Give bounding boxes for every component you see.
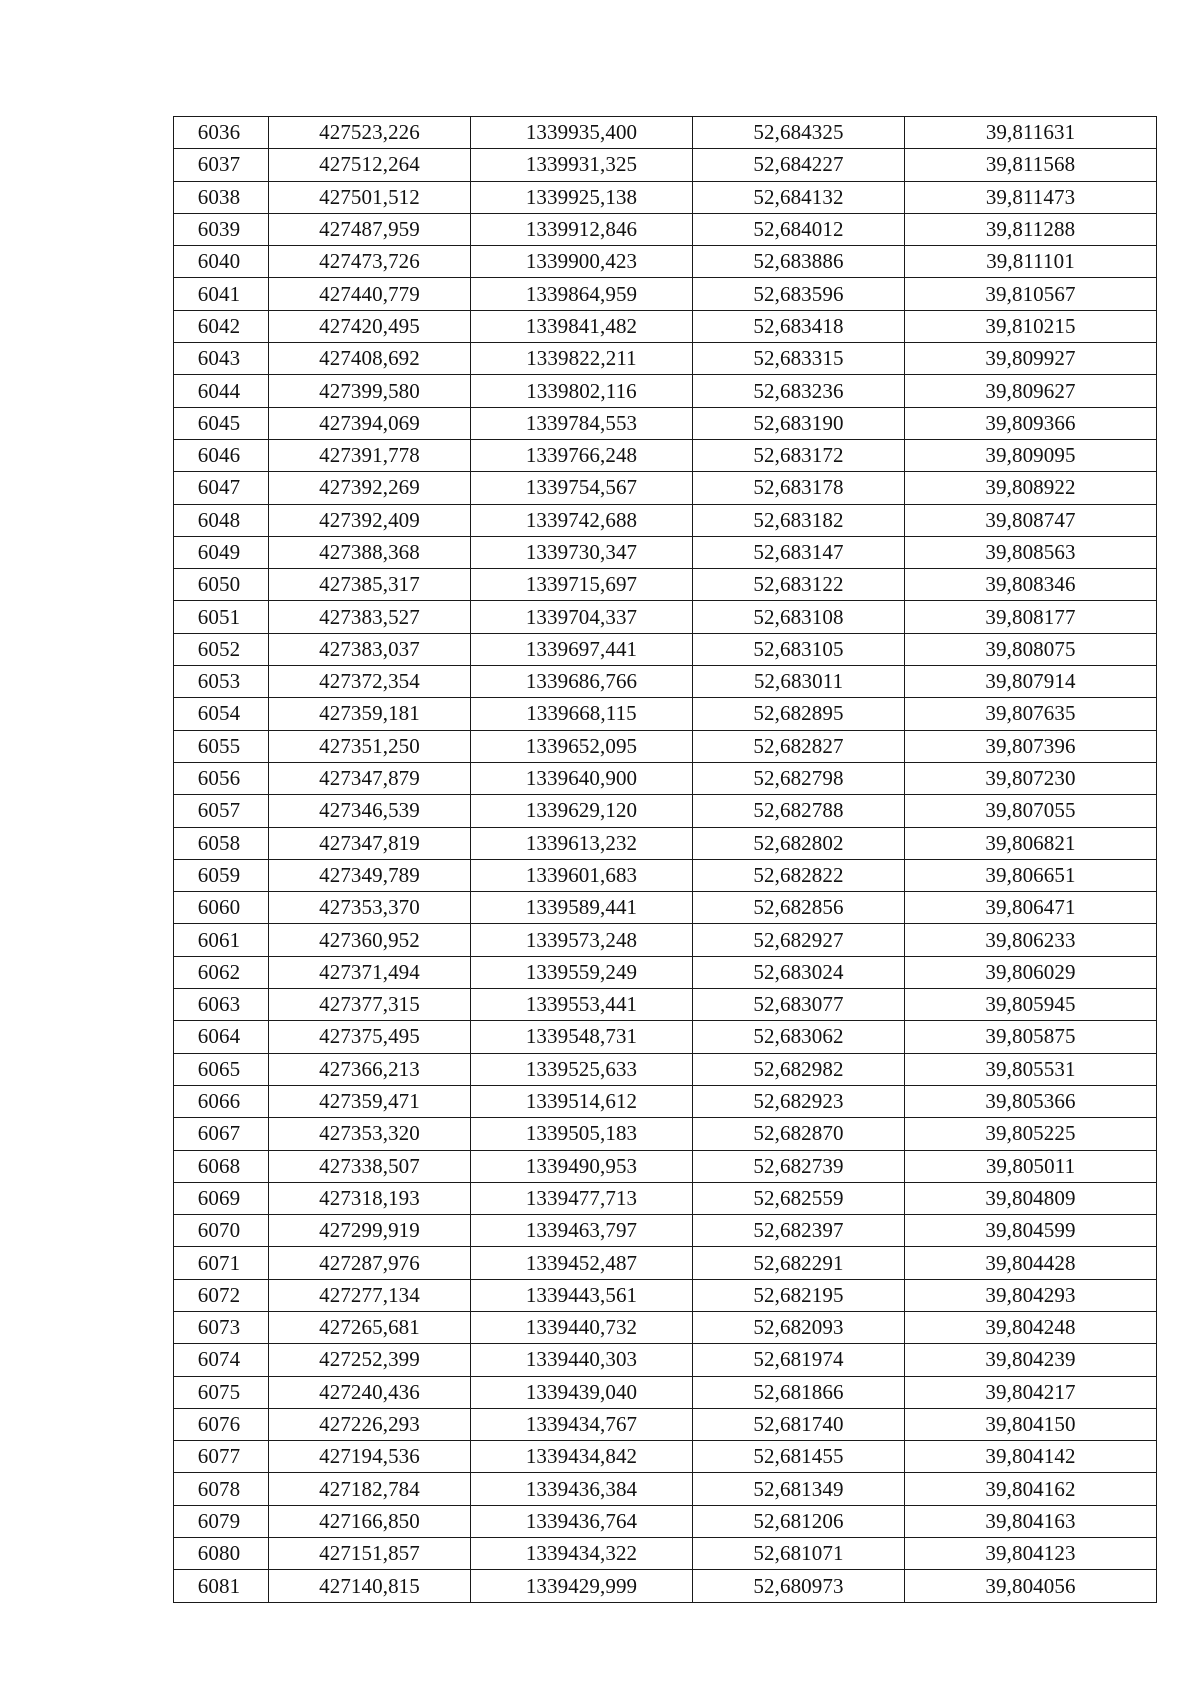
point-number-cell: 6064 — [174, 1021, 269, 1053]
longitude-cell: 39,804123 — [905, 1538, 1157, 1570]
x-coordinate-cell: 427501,512 — [269, 181, 471, 213]
longitude-cell: 39,808563 — [905, 536, 1157, 568]
table-row — [174, 1182, 1157, 1214]
longitude-cell: 39,807055 — [905, 795, 1157, 827]
point-number-cell: 6040 — [174, 246, 269, 278]
y-coordinate-cell: 1339436,384 — [471, 1473, 693, 1505]
point-number-cell: 6055 — [174, 730, 269, 762]
y-coordinate-cell: 1339463,797 — [471, 1215, 693, 1247]
x-coordinate-cell: 427226,293 — [269, 1408, 471, 1440]
x-coordinate-cell: 427140,815 — [269, 1570, 471, 1602]
point-number-cell: 6074 — [174, 1344, 269, 1376]
x-coordinate-cell: 427399,580 — [269, 375, 471, 407]
table-row — [174, 407, 1157, 439]
table-row — [174, 246, 1157, 278]
longitude-cell: 39,809927 — [905, 343, 1157, 375]
table-row — [174, 1021, 1157, 1053]
x-coordinate-cell: 427377,315 — [269, 989, 471, 1021]
x-coordinate-cell: 427346,539 — [269, 795, 471, 827]
latitude-cell: 52,681206 — [693, 1505, 905, 1537]
table-row — [174, 149, 1157, 181]
longitude-cell: 39,804809 — [905, 1182, 1157, 1214]
latitude-cell: 52,683011 — [693, 666, 905, 698]
point-number-cell: 6061 — [174, 924, 269, 956]
table-row — [174, 1376, 1157, 1408]
table-row — [174, 504, 1157, 536]
y-coordinate-cell: 1339629,120 — [471, 795, 693, 827]
x-coordinate-cell: 427487,959 — [269, 213, 471, 245]
table-row — [174, 666, 1157, 698]
y-coordinate-cell: 1339912,846 — [471, 213, 693, 245]
x-coordinate-cell: 427408,692 — [269, 343, 471, 375]
longitude-cell: 39,806651 — [905, 859, 1157, 891]
longitude-cell: 39,811288 — [905, 213, 1157, 245]
x-coordinate-cell: 427338,507 — [269, 1150, 471, 1182]
latitude-cell: 52,683315 — [693, 343, 905, 375]
longitude-cell: 39,806029 — [905, 956, 1157, 988]
table-row — [174, 730, 1157, 762]
y-coordinate-cell: 1339440,732 — [471, 1311, 693, 1343]
table-row — [174, 698, 1157, 730]
x-coordinate-cell: 427383,527 — [269, 601, 471, 633]
longitude-cell: 39,809627 — [905, 375, 1157, 407]
y-coordinate-cell: 1339754,567 — [471, 472, 693, 504]
table-row — [174, 1053, 1157, 1085]
longitude-cell: 39,805875 — [905, 1021, 1157, 1053]
latitude-cell: 52,682093 — [693, 1311, 905, 1343]
latitude-cell: 52,680973 — [693, 1570, 905, 1602]
x-coordinate-cell: 427440,779 — [269, 278, 471, 310]
y-coordinate-cell: 1339652,095 — [471, 730, 693, 762]
table-row — [174, 859, 1157, 891]
x-coordinate-cell: 427240,436 — [269, 1376, 471, 1408]
y-coordinate-cell: 1339436,764 — [471, 1505, 693, 1537]
x-coordinate-cell: 427347,879 — [269, 762, 471, 794]
latitude-cell: 52,682827 — [693, 730, 905, 762]
table-row — [174, 310, 1157, 342]
latitude-cell: 52,683190 — [693, 407, 905, 439]
latitude-cell: 52,682195 — [693, 1279, 905, 1311]
y-coordinate-cell: 1339559,249 — [471, 956, 693, 988]
y-coordinate-cell: 1339766,248 — [471, 439, 693, 471]
x-coordinate-cell: 427347,819 — [269, 827, 471, 859]
y-coordinate-cell: 1339784,553 — [471, 407, 693, 439]
table-row — [174, 1538, 1157, 1570]
table-row — [174, 1570, 1157, 1602]
longitude-cell: 39,811631 — [905, 117, 1157, 149]
y-coordinate-cell: 1339434,767 — [471, 1408, 693, 1440]
longitude-cell: 39,804217 — [905, 1376, 1157, 1408]
longitude-cell: 39,804239 — [905, 1344, 1157, 1376]
latitude-cell: 52,683172 — [693, 439, 905, 471]
longitude-cell: 39,807914 — [905, 666, 1157, 698]
table-row — [174, 795, 1157, 827]
longitude-cell: 39,809095 — [905, 439, 1157, 471]
table-row — [174, 1441, 1157, 1473]
x-coordinate-cell: 427375,495 — [269, 1021, 471, 1053]
point-number-cell: 6050 — [174, 569, 269, 601]
longitude-cell: 39,805225 — [905, 1118, 1157, 1150]
longitude-cell: 39,807396 — [905, 730, 1157, 762]
x-coordinate-cell: 427151,857 — [269, 1538, 471, 1570]
point-number-cell: 6052 — [174, 633, 269, 665]
x-coordinate-cell: 427392,269 — [269, 472, 471, 504]
latitude-cell: 52,681349 — [693, 1473, 905, 1505]
latitude-cell: 52,683418 — [693, 310, 905, 342]
latitude-cell: 52,682923 — [693, 1085, 905, 1117]
longitude-cell: 39,806233 — [905, 924, 1157, 956]
x-coordinate-cell: 427388,368 — [269, 536, 471, 568]
longitude-cell: 39,806821 — [905, 827, 1157, 859]
longitude-cell: 39,804163 — [905, 1505, 1157, 1537]
x-coordinate-cell: 427318,193 — [269, 1182, 471, 1214]
point-number-cell: 6072 — [174, 1279, 269, 1311]
table-row — [174, 1150, 1157, 1182]
latitude-cell: 52,683105 — [693, 633, 905, 665]
point-number-cell: 6036 — [174, 117, 269, 149]
latitude-cell: 52,683886 — [693, 246, 905, 278]
table-row — [174, 956, 1157, 988]
y-coordinate-cell: 1339477,713 — [471, 1182, 693, 1214]
point-number-cell: 6073 — [174, 1311, 269, 1343]
longitude-cell: 39,811568 — [905, 149, 1157, 181]
latitude-cell: 52,683024 — [693, 956, 905, 988]
x-coordinate-cell: 427194,536 — [269, 1441, 471, 1473]
point-number-cell: 6077 — [174, 1441, 269, 1473]
point-number-cell: 6051 — [174, 601, 269, 633]
point-number-cell: 6049 — [174, 536, 269, 568]
latitude-cell: 52,682291 — [693, 1247, 905, 1279]
latitude-cell: 52,683178 — [693, 472, 905, 504]
point-number-cell: 6042 — [174, 310, 269, 342]
y-coordinate-cell: 1339439,040 — [471, 1376, 693, 1408]
x-coordinate-cell: 427394,069 — [269, 407, 471, 439]
table-row — [174, 439, 1157, 471]
x-coordinate-cell: 427372,354 — [269, 666, 471, 698]
point-number-cell: 6079 — [174, 1505, 269, 1537]
point-number-cell: 6078 — [174, 1473, 269, 1505]
x-coordinate-cell: 427252,399 — [269, 1344, 471, 1376]
x-coordinate-cell: 427392,409 — [269, 504, 471, 536]
latitude-cell: 52,682788 — [693, 795, 905, 827]
table-row — [174, 117, 1157, 149]
point-number-cell: 6068 — [174, 1150, 269, 1182]
longitude-cell: 39,808747 — [905, 504, 1157, 536]
table-row — [174, 1085, 1157, 1117]
y-coordinate-cell: 1339935,400 — [471, 117, 693, 149]
x-coordinate-cell: 427385,317 — [269, 569, 471, 601]
x-coordinate-cell: 427523,226 — [269, 117, 471, 149]
latitude-cell: 52,683062 — [693, 1021, 905, 1053]
table-row — [174, 569, 1157, 601]
y-coordinate-cell: 1339589,441 — [471, 892, 693, 924]
longitude-cell: 39,805366 — [905, 1085, 1157, 1117]
longitude-cell: 39,809366 — [905, 407, 1157, 439]
point-number-cell: 6075 — [174, 1376, 269, 1408]
latitude-cell: 52,682802 — [693, 827, 905, 859]
longitude-cell: 39,804293 — [905, 1279, 1157, 1311]
longitude-cell: 39,804599 — [905, 1215, 1157, 1247]
longitude-cell: 39,804150 — [905, 1408, 1157, 1440]
table-row — [174, 375, 1157, 407]
longitude-cell: 39,807635 — [905, 698, 1157, 730]
latitude-cell: 52,682559 — [693, 1182, 905, 1214]
latitude-cell: 52,682870 — [693, 1118, 905, 1150]
x-coordinate-cell: 427420,495 — [269, 310, 471, 342]
longitude-cell: 39,804428 — [905, 1247, 1157, 1279]
longitude-cell: 39,808922 — [905, 472, 1157, 504]
point-number-cell: 6054 — [174, 698, 269, 730]
latitude-cell: 52,682798 — [693, 762, 905, 794]
point-number-cell: 6070 — [174, 1215, 269, 1247]
x-coordinate-cell: 427182,784 — [269, 1473, 471, 1505]
y-coordinate-cell: 1339443,561 — [471, 1279, 693, 1311]
y-coordinate-cell: 1339925,138 — [471, 181, 693, 213]
point-number-cell: 6041 — [174, 278, 269, 310]
y-coordinate-cell: 1339434,322 — [471, 1538, 693, 1570]
x-coordinate-cell: 427349,789 — [269, 859, 471, 891]
latitude-cell: 52,682739 — [693, 1150, 905, 1182]
longitude-cell: 39,808177 — [905, 601, 1157, 633]
longitude-cell: 39,808075 — [905, 633, 1157, 665]
latitude-cell: 52,682822 — [693, 859, 905, 891]
point-number-cell: 6080 — [174, 1538, 269, 1570]
point-number-cell: 6066 — [174, 1085, 269, 1117]
latitude-cell: 52,683122 — [693, 569, 905, 601]
point-number-cell: 6059 — [174, 859, 269, 891]
x-coordinate-cell: 427391,778 — [269, 439, 471, 471]
point-number-cell: 6057 — [174, 795, 269, 827]
point-number-cell: 6038 — [174, 181, 269, 213]
x-coordinate-cell: 427287,976 — [269, 1247, 471, 1279]
latitude-cell: 52,681866 — [693, 1376, 905, 1408]
latitude-cell: 52,684227 — [693, 149, 905, 181]
x-coordinate-cell: 427359,181 — [269, 698, 471, 730]
latitude-cell: 52,683596 — [693, 278, 905, 310]
y-coordinate-cell: 1339802,116 — [471, 375, 693, 407]
table-row — [174, 1344, 1157, 1376]
point-number-cell: 6076 — [174, 1408, 269, 1440]
point-number-cell: 6039 — [174, 213, 269, 245]
table-row — [174, 827, 1157, 859]
latitude-cell: 52,683236 — [693, 375, 905, 407]
y-coordinate-cell: 1339452,487 — [471, 1247, 693, 1279]
table-row — [174, 762, 1157, 794]
y-coordinate-cell: 1339668,115 — [471, 698, 693, 730]
y-coordinate-cell: 1339553,441 — [471, 989, 693, 1021]
point-number-cell: 6058 — [174, 827, 269, 859]
table-row — [174, 1215, 1157, 1247]
y-coordinate-cell: 1339514,612 — [471, 1085, 693, 1117]
table-row — [174, 343, 1157, 375]
x-coordinate-cell: 427166,850 — [269, 1505, 471, 1537]
longitude-cell: 39,804142 — [905, 1441, 1157, 1473]
latitude-cell: 52,684325 — [693, 117, 905, 149]
y-coordinate-cell: 1339742,688 — [471, 504, 693, 536]
point-number-cell: 6045 — [174, 407, 269, 439]
longitude-cell: 39,807230 — [905, 762, 1157, 794]
longitude-cell: 39,811473 — [905, 181, 1157, 213]
table-row — [174, 892, 1157, 924]
y-coordinate-cell: 1339686,766 — [471, 666, 693, 698]
latitude-cell: 52,684132 — [693, 181, 905, 213]
point-number-cell: 6081 — [174, 1570, 269, 1602]
x-coordinate-cell: 427366,213 — [269, 1053, 471, 1085]
point-number-cell: 6048 — [174, 504, 269, 536]
table-row — [174, 1279, 1157, 1311]
point-number-cell: 6047 — [174, 472, 269, 504]
latitude-cell: 52,684012 — [693, 213, 905, 245]
table-row — [174, 278, 1157, 310]
point-number-cell: 6067 — [174, 1118, 269, 1150]
table-row — [174, 601, 1157, 633]
y-coordinate-cell: 1339864,959 — [471, 278, 693, 310]
x-coordinate-cell: 427360,952 — [269, 924, 471, 956]
y-coordinate-cell: 1339613,232 — [471, 827, 693, 859]
point-number-cell: 6062 — [174, 956, 269, 988]
x-coordinate-cell: 427359,471 — [269, 1085, 471, 1117]
x-coordinate-cell: 427299,919 — [269, 1215, 471, 1247]
y-coordinate-cell: 1339548,731 — [471, 1021, 693, 1053]
y-coordinate-cell: 1339573,248 — [471, 924, 693, 956]
x-coordinate-cell: 427512,264 — [269, 149, 471, 181]
x-coordinate-cell: 427383,037 — [269, 633, 471, 665]
latitude-cell: 52,682397 — [693, 1215, 905, 1247]
longitude-cell: 39,810567 — [905, 278, 1157, 310]
point-number-cell: 6065 — [174, 1053, 269, 1085]
point-number-cell: 6069 — [174, 1182, 269, 1214]
coordinates-table — [173, 116, 1157, 1603]
latitude-cell: 52,682982 — [693, 1053, 905, 1085]
table-row — [174, 1118, 1157, 1150]
y-coordinate-cell: 1339704,337 — [471, 601, 693, 633]
point-number-cell: 6044 — [174, 375, 269, 407]
y-coordinate-cell: 1339841,482 — [471, 310, 693, 342]
latitude-cell: 52,681974 — [693, 1344, 905, 1376]
latitude-cell: 52,681740 — [693, 1408, 905, 1440]
latitude-cell: 52,682895 — [693, 698, 905, 730]
latitude-cell: 52,681455 — [693, 1441, 905, 1473]
x-coordinate-cell: 427353,320 — [269, 1118, 471, 1150]
coordinates-table-body — [174, 117, 1157, 1603]
table-row — [174, 1408, 1157, 1440]
y-coordinate-cell: 1339440,303 — [471, 1344, 693, 1376]
y-coordinate-cell: 1339822,211 — [471, 343, 693, 375]
latitude-cell: 52,683108 — [693, 601, 905, 633]
table-row — [174, 924, 1157, 956]
point-number-cell: 6071 — [174, 1247, 269, 1279]
table-row — [174, 1311, 1157, 1343]
x-coordinate-cell: 427371,494 — [269, 956, 471, 988]
point-number-cell: 6063 — [174, 989, 269, 1021]
point-number-cell: 6043 — [174, 343, 269, 375]
x-coordinate-cell: 427473,726 — [269, 246, 471, 278]
point-number-cell: 6037 — [174, 149, 269, 181]
point-number-cell: 6056 — [174, 762, 269, 794]
latitude-cell: 52,681071 — [693, 1538, 905, 1570]
table-row — [174, 989, 1157, 1021]
latitude-cell: 52,682927 — [693, 924, 905, 956]
latitude-cell: 52,683182 — [693, 504, 905, 536]
table-row — [174, 472, 1157, 504]
x-coordinate-cell: 427265,681 — [269, 1311, 471, 1343]
y-coordinate-cell: 1339640,900 — [471, 762, 693, 794]
y-coordinate-cell: 1339525,633 — [471, 1053, 693, 1085]
point-number-cell: 6060 — [174, 892, 269, 924]
longitude-cell: 39,805011 — [905, 1150, 1157, 1182]
y-coordinate-cell: 1339601,683 — [471, 859, 693, 891]
longitude-cell: 39,804056 — [905, 1570, 1157, 1602]
longitude-cell: 39,805945 — [905, 989, 1157, 1021]
y-coordinate-cell: 1339429,999 — [471, 1570, 693, 1602]
point-number-cell: 6046 — [174, 439, 269, 471]
longitude-cell: 39,806471 — [905, 892, 1157, 924]
y-coordinate-cell: 1339931,325 — [471, 149, 693, 181]
table-row — [174, 1505, 1157, 1537]
x-coordinate-cell: 427353,370 — [269, 892, 471, 924]
x-coordinate-cell: 427277,134 — [269, 1279, 471, 1311]
y-coordinate-cell: 1339697,441 — [471, 633, 693, 665]
y-coordinate-cell: 1339490,953 — [471, 1150, 693, 1182]
table-row — [174, 213, 1157, 245]
table-row — [174, 633, 1157, 665]
longitude-cell: 39,808346 — [905, 569, 1157, 601]
longitude-cell: 39,810215 — [905, 310, 1157, 342]
y-coordinate-cell: 1339900,423 — [471, 246, 693, 278]
table-row — [174, 181, 1157, 213]
point-number-cell: 6053 — [174, 666, 269, 698]
longitude-cell: 39,811101 — [905, 246, 1157, 278]
y-coordinate-cell: 1339434,842 — [471, 1441, 693, 1473]
longitude-cell: 39,804162 — [905, 1473, 1157, 1505]
latitude-cell: 52,683077 — [693, 989, 905, 1021]
y-coordinate-cell: 1339715,697 — [471, 569, 693, 601]
table-row — [174, 1473, 1157, 1505]
latitude-cell: 52,683147 — [693, 536, 905, 568]
longitude-cell: 39,805531 — [905, 1053, 1157, 1085]
latitude-cell: 52,682856 — [693, 892, 905, 924]
x-coordinate-cell: 427351,250 — [269, 730, 471, 762]
y-coordinate-cell: 1339730,347 — [471, 536, 693, 568]
table-row — [174, 1247, 1157, 1279]
longitude-cell: 39,804248 — [905, 1311, 1157, 1343]
table-row — [174, 536, 1157, 568]
y-coordinate-cell: 1339505,183 — [471, 1118, 693, 1150]
